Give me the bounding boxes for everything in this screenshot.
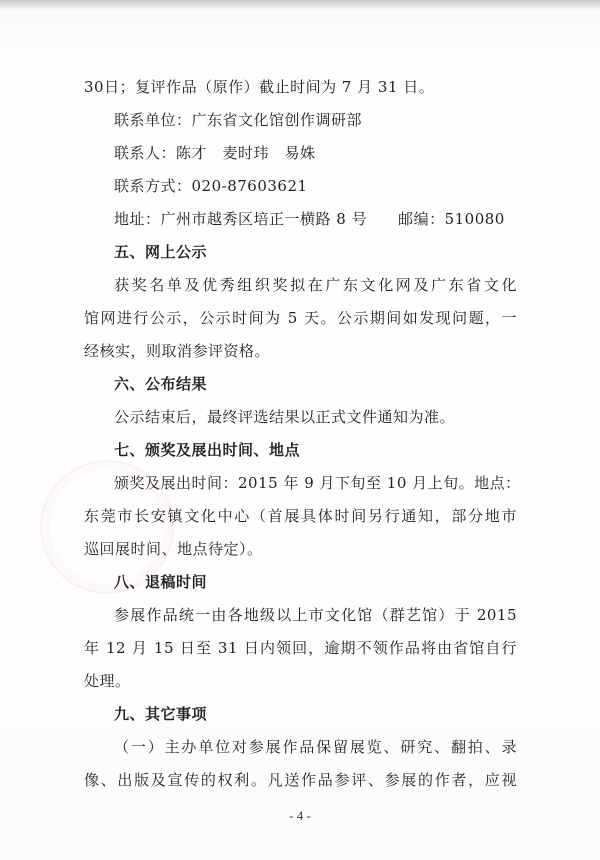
paragraph-line: 处理。: [84, 672, 131, 690]
contact-unit: 联系单位：广东省文化馆创作调研部: [114, 111, 363, 129]
section-heading-6: 六、公布结果: [114, 375, 208, 393]
paragraph-line: 30日；复评作品（原作）截止时间为 7 月 31 日。: [84, 78, 435, 96]
paragraph-line: 颁奖及展出时间：2015 年 9 月下旬至 10 月上旬。地点：: [114, 474, 521, 492]
paragraph-line: 经核实，则取消参评资格。: [84, 342, 271, 360]
section-heading-7: 七、颁奖及展出时间、地点: [114, 441, 301, 459]
paragraph-line: 东莞市长安镇文化中心（首展具体时间另行通知，部分地市: [84, 507, 517, 525]
section-heading-8: 八、退稿时间: [114, 573, 208, 591]
page-number: - 4 -: [289, 808, 311, 823]
paragraph-line: （一）主办单位对参展作品保留展览、研究、翻拍、录: [114, 738, 517, 756]
paragraph-line: 参展作品统一由各地级以上市文化馆（群艺馆）于 2015: [114, 606, 517, 624]
paragraph-line: 巡回展时间、地点待定）。: [84, 540, 263, 558]
contact-address: 地址：广州市越秀区培正一横路 8 号 邮编：510080: [114, 210, 505, 228]
paragraph-line: 馆网进行公示，公示时间为 5 天。公示期间如发现问题，一: [84, 309, 517, 327]
scan-shadow: [0, 0, 600, 10]
paragraph-line: 公示结束后，最终评选结果以正式文件通知为准。: [114, 408, 456, 426]
paragraph-line: 年 12 月 15 日至 31 日内领回，逾期不领作品将由省馆自行: [84, 639, 517, 657]
section-heading-5: 五、网上公示: [114, 243, 208, 261]
contact-phone: 联系方式：020-87603621: [114, 177, 308, 195]
paragraph-line: 像、出版及宣传的权利。凡送作品参评、参展的作者，应视: [84, 771, 517, 789]
section-heading-9: 九、其它事项: [114, 705, 208, 723]
contact-person: 联系人：陈才 麦时玮 易姝: [114, 144, 316, 162]
paragraph-line: 获奖名单及优秀组织奖拟在广东文化网及广东省文化: [114, 276, 517, 294]
